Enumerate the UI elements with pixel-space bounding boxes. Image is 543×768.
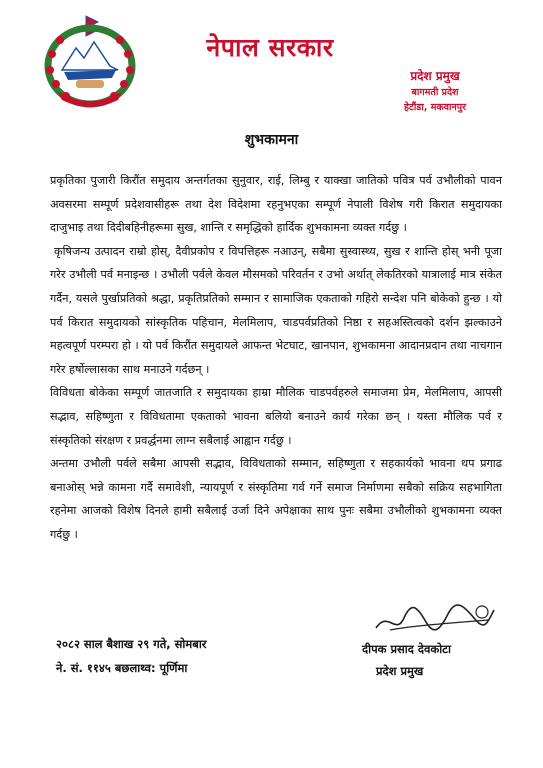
date-line-nepal-sambat: ने. सं. ११४५ बछलाथ्व: पूर्णिमा <box>56 661 188 675</box>
message-body <box>50 169 502 547</box>
paragraph: अन्तमा उभौली पर्वले सबैमा आपसी सद्भाव, विविधताको सम्मान, सहिष्णुता र सहकार्यको भावना थप प्रगाढ बनाओस् भन्ने कामना गर्दै समावेशी, न्यायपूर्ण र संस्कृतिमा गर्व गर्ने समाज निर्माणमा सबैको सक्रिय सहभागिता रहनेमा आजको विशेष दिनले हामी सबैलाई उर्जा दिने अपेक्षाका साथ पुनः सबैमा उभौलीको शुभकामना व्यक्त गर्दछु । <box>50 457 502 541</box>
signature-image <box>370 600 500 640</box>
date-block <box>56 632 207 680</box>
office-location: हेटौंडा, मकवानपुर <box>403 102 467 113</box>
office-block <box>365 68 505 115</box>
paragraph: प्रकृतिका पुजारी किरौंत समुदाय अन्तर्गतका सुनुवार, राई, लिम्बु र याक्खा जातिको पवित्र पर्व उभौलीको पावन अवसरमा सम्पूर्ण प्रदेशवासीहरू तथा देश विदेशमा रहनुभएका सम्पूर्ण नेपाली विशेष गरी किरात समुदायका दाजुभाइ तथा दिदीबहिनीहरूमा सुख, शान्ति र समृद्धिको हार्दिक शुभकामना व्यक्त गर्दछु । <box>50 174 502 235</box>
nepal-emblem-icon <box>38 14 142 110</box>
office-province: बागमती प्रदेश <box>411 87 459 98</box>
date-line-gregorian: २०८२ साल बैशाख २९ गते, सोमबार <box>56 637 207 651</box>
office-title: प्रदेश प्रमुख <box>410 69 460 83</box>
paragraph: विविधता बोकेका सम्पूर्ण जातजाति र समुदायका हाम्रा मौलिक चाडपर्वहरुले समाजमा प्रेम, मेलमिलाप, आपसी सद्भाव, सहिष्णुता र विविधतामा एकताको भावना बलियो बनाउने कार्य गरेका छन् । यस्ता मौलिक पर्व र संस्कृतिको संरक्षण र प्रवर्द्धनमा लाग्न सबैलाई आह्वान गर्दछु । <box>50 386 502 447</box>
signatory-name: दीपक प्रसाद देवकोटा <box>362 642 451 656</box>
document-title: शुभकामना <box>244 132 299 148</box>
signature-block <box>362 600 512 682</box>
paragraph: कृषिजन्य उत्पादन राम्रो होस्, दैवीप्रकोप र विपत्तिहरू नआउन्, सबैमा सुस्वास्थ्य, सुख र शान्ति होस् भनी पूजा गरेर उभौली पर्व मनाइन्छ । उभौली पर्वले केवल मौसमको परिवर्तन र उभो अर्थात् लेकतिरको यात्रालाई मात्र संकेत गर्दैन, यसले पुर्खाप्रतिको श्रद्धा, प्रकृतिप्रतिको सम्मान र सामाजिक एकताको गहिरो सन्देश पनि बोकेको हुन्छ । यो पर्व किरात समुदायको सांस्कृतिक पहिचान, मेलमिलाप, चाडपर्वप्रतिको निष्ठा र सहअस्तित्वको दर्शन झल्काउने महत्वपूर्ण परम्परा हो । यो पर्व किरौंत समुदायले आफन्त भेटघाट, खानपान, शुभकामना आदानप्रदान तथा नाचगान गरेर हर्षोल्लासका साथ मनाउने गर्दछन् । <box>50 244 502 376</box>
signatory-title: प्रदेश प्रमुख <box>376 664 424 678</box>
government-title: नेपाल सरकार <box>206 33 334 62</box>
